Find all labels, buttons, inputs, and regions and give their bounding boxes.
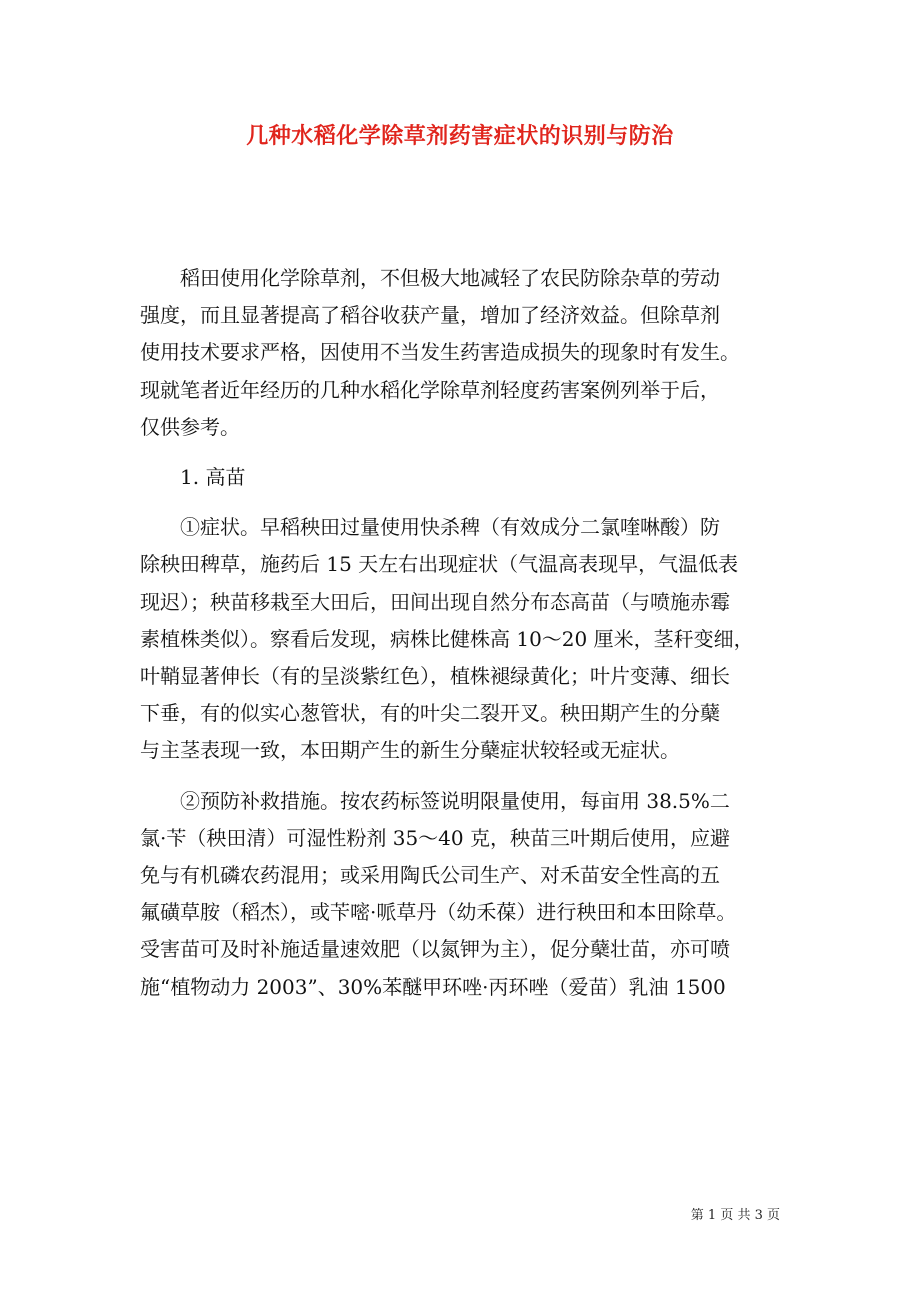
text-line: 现迟）；秧苗移栽至大田后，田间出现自然分布态高苗（与喷施赤霉	[140, 589, 730, 614]
document-body	[140, 260, 782, 1006]
text-line: 施“植物动力 2003”、30%苯醚甲环唑·丙环唑（爱苗）乳油 1500	[140, 974, 726, 999]
text-line: 受害苗可及时补施适量速效肥（以氮钾为主），促分蘖壮苗，亦可喷	[140, 937, 730, 962]
document-title: 几种水稻化学除草剂药害症状的识别与防治	[246, 123, 674, 149]
text-line: 素植株类似）。察看后发现，病株比健株高 10～20 厘米，茎秆变细，	[140, 626, 754, 651]
text-line: 氟磺草胺（稻杰），或苄嘧·哌草丹（幼禾葆）进行秧田和本田除草。	[140, 900, 737, 925]
text-line: 现就笔者近年经历的几种水稻化学除草剂轻度药害案例列举于后，	[140, 377, 720, 402]
symptoms-paragraph	[140, 509, 782, 769]
text-line: 与主茎表现一致，本田期产生的新生分蘖症状较轻或无症状。	[140, 738, 680, 763]
text-line: ②预防补救措施。按农药标签说明限量使用，每亩用 38.5%二	[180, 788, 730, 813]
page-number: 第 1 页 共 3 页	[690, 1208, 780, 1223]
intro-paragraph	[140, 260, 782, 446]
text-line: 下垂，有的似实心葱管状，有的叶尖二裂开叉。秧田期产生的分蘖	[140, 701, 720, 726]
section-heading: 1. 高苗	[180, 465, 246, 490]
text-line: 仅供参考。	[140, 414, 240, 439]
text-line: 叶鞘显著伸长（有的呈淡紫红色），植株褪绿黄化；叶片变薄、细长	[140, 664, 730, 689]
text-line: 稻田使用化学除草剂，不但极大地减轻了农民防除杂草的劳动	[180, 266, 720, 290]
text-line: ①症状。早稻秧田过量使用快杀稗（有效成分二氯喹啉酸）防	[180, 515, 720, 540]
text-line: 除秧田稗草，施药后 15 天左右出现症状（气温高表现早，气温低表	[140, 552, 739, 577]
text-line: 使用技术要求严格，因使用不当发生药害造成损失的现象时有发生。	[140, 340, 740, 365]
text-line: 强度，而且显著提高了稻谷收获产量，增加了经济效益。但除草剂	[140, 303, 720, 328]
remedy-paragraph	[140, 783, 782, 1006]
text-line: 氯·苄（秧田清）可湿性粉剂 35～40 克，秧苗三叶期后使用，应避	[140, 825, 730, 850]
text-line: 免与有机磷农药混用；或采用陶氏公司生产、对禾苗安全性高的五	[140, 863, 720, 888]
